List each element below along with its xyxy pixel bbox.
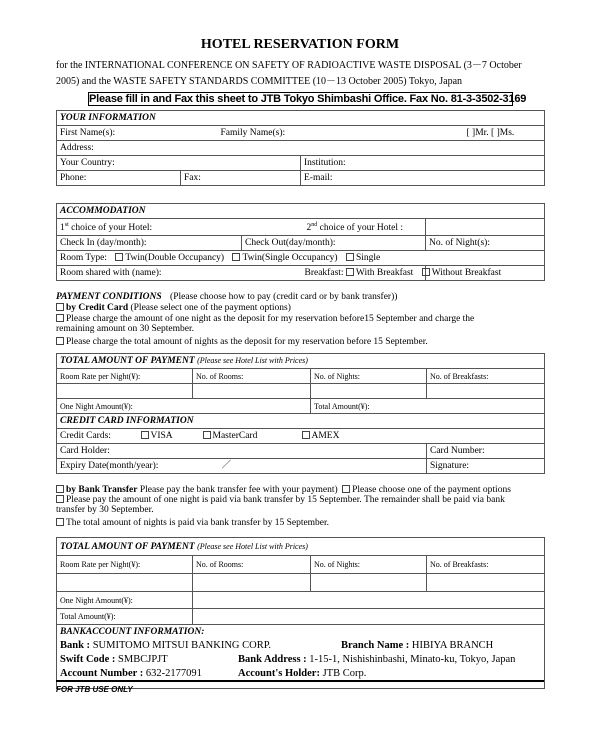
check-out-label: Check Out(day/month): [245,237,336,248]
no-breakfasts-value-1[interactable] [427,384,545,399]
bank-transfer-option [56,485,511,495]
email-label: E-mail: [304,172,333,183]
bt-option-2-text: The total amount of nights is paid via bank transfer by 15 September. [66,518,330,528]
room-shared-label: Room shared with (name): [60,267,162,278]
account-number-value: 632-2177091 [145,668,202,679]
choice1-number: 1 [60,223,65,234]
family-name-label[interactable]: Family Name(s): [220,127,286,138]
address-field[interactable] [57,141,545,156]
your-information-header: YOUR INFORMATION [57,111,545,126]
payment-conditions-title: PAYMENT CONDITIONS [56,292,162,302]
choice2-suffix: nd [311,222,318,228]
signature-label: Signature: [430,460,470,471]
amex-checkbox[interactable] [302,431,310,439]
single-label: Single [355,252,381,263]
title-select[interactable]: [ ]Mr. [ ]Ms. [466,127,515,138]
nights-label: No. of Night(s): [429,237,490,248]
no-rooms-value-1[interactable] [193,384,311,399]
fax-notice: Please fill in and Fax this sheet to JTB Tokyo Shimbashi Office. Fax No. 81-3-3502-3169 [89,93,527,105]
bt-option-1 [56,495,505,505]
mastercard-checkbox[interactable] [203,431,211,439]
address-label: Address: [60,142,94,153]
room-rate-label-2: Room Rate per Night(¥): [60,560,141,569]
hotel-choice-2-field[interactable] [426,219,545,236]
check-out-field[interactable] [242,236,426,251]
bank-value: SUMITOMO MITSUI BANKING CORP. [92,640,272,651]
room-type-row [57,251,545,266]
amex-label: AMEX [311,430,340,441]
account-holder-value: JTB Corp. [322,668,367,679]
total-payment-note-1: (Please see Hotel List with Prices) [197,356,308,365]
no-rooms-label-2: No. of Rooms: [196,560,244,569]
one-night-amount-label-1: One Night Amount(¥): [60,401,133,411]
no-nights-field-2[interactable] [311,556,427,574]
total-amount-label-1: Total Amount(¥): [314,401,370,411]
with-breakfast-label: With Breakfast [355,267,414,278]
twin-double-label: Twin(Double Occupancy) [125,252,225,263]
cc-option-2-text: Please charge the total amount of nights as the deposit for my reservation before 15 September. [66,337,428,347]
accommodation-header: ACCOMMODATION [57,204,545,219]
room-rate-field-1[interactable] [57,369,193,384]
credit-cards-label: Credit Cards: [60,430,111,441]
nights-field[interactable] [426,236,545,251]
phone-field[interactable] [57,171,181,186]
bank-row-2 [60,653,541,667]
no-nights-field-1[interactable] [311,369,427,384]
cc-option-1-line-1: Please charge the amount of one night as the deposit for my reservation before15 September and charge the [66,314,475,324]
total-payment-table-2 [56,537,545,689]
swift-label: Swift Code : [60,654,116,665]
bt-option-1-checkbox[interactable] [56,495,64,503]
room-rate-value-2[interactable] [57,574,193,592]
visa-checkbox[interactable] [141,431,149,439]
institution-field[interactable] [301,156,545,171]
intro-line-1: for the INTERNATIONAL CONFERENCE ON SAFETY OF RADIOACTIVE WASTE DISPOSAL (3－7 October [56,60,522,71]
cc-option-2-checkbox[interactable] [56,337,64,345]
credit-card-option [56,303,291,313]
footer-rule [56,680,544,682]
phone-label: Phone: [60,172,87,183]
one-night-amount-field-2[interactable] [57,592,193,609]
credit-card-info-header: CREDIT CARD INFORMATION [57,414,545,429]
bt-option-1-line-3: transfer by 30 September. [56,505,154,515]
no-breakfasts-field-2[interactable] [427,556,545,574]
payment-conditions-heading [56,292,397,302]
expiry-label: Expiry Date(month/year): [60,460,159,471]
credit-card-label: by Credit Card [66,303,129,313]
no-breakfasts-value-2[interactable] [427,574,545,592]
bt-option-2 [56,518,329,528]
hotel-choice-1-field[interactable] [57,219,426,236]
bank-transfer-label: by Bank Transfer [66,485,138,495]
room-shared-field[interactable]: Room shared with (name): Breakfast: With Breakfast Without Breakfast [57,266,426,281]
branch-label: Branch Name : [341,640,410,651]
bt-option-2-checkbox[interactable] [56,518,64,526]
card-holder-label: Card Holder: [60,445,110,456]
fax-field[interactable] [181,171,301,186]
no-breakfasts-label-1: No. of Breakfasts: [430,371,489,381]
total-amount-field-1[interactable] [311,399,545,414]
account-number-label: Account Number : [60,668,144,679]
signature-field[interactable] [427,459,545,474]
with-breakfast-checkbox[interactable] [346,268,354,276]
name-row [57,126,545,141]
your-information-table [56,110,545,186]
single-checkbox[interactable] [346,253,354,261]
cc-option-1-line-2: remaining amount on 30 September. [56,324,194,334]
visa-label: VISA [150,430,173,441]
account-holder-label: Account's Holder: [238,668,320,679]
intro-line-2: 2005) and the WASTE SAFETY STANDARDS COMMITTEE (10－13 October 2005) Tokyo, Japan [56,76,463,87]
cc-option-1 [56,314,474,324]
branch-value: HIBIYA BRANCH [411,640,494,651]
no-rooms-label-1: No. of Rooms: [196,371,244,381]
choice2-number: 2 [306,223,312,234]
bt-choose-label: Please choose one of the payment options [352,485,511,495]
bank-account-cell [57,625,545,689]
credit-card-note: (Please select one of the payment options) [130,303,291,313]
bank-address-value: 1-15-1, Nishishinbashi, Minato-ku, Tokyo, Japan [309,654,516,665]
one-night-amount-value-2[interactable] [193,592,545,609]
cc-option-1-checkbox[interactable] [56,314,64,322]
bank-row-1 [60,639,541,653]
accommodation-table [56,203,545,281]
check-in-field[interactable] [57,236,242,251]
page-title: HOTEL RESERVATION FORM [200,37,400,52]
bank-row-3 [60,667,541,681]
total-payment-title-2: TOTAL AMOUNT OF PAYMENT [60,541,195,552]
total-payment-header-1 [57,354,545,369]
twin-single-checkbox[interactable] [232,253,240,261]
first-name-label[interactable]: First Name(s): [60,127,116,138]
total-payment-table-1 [56,353,545,474]
no-rooms-value-2[interactable] [193,574,311,592]
total-payment-title-1: TOTAL AMOUNT OF PAYMENT [60,356,195,366]
total-amount-value-2[interactable] [193,609,545,625]
bt-choose-checkbox[interactable] [342,485,350,493]
total-payment-note-2: (Please see Hotel List with Prices) [197,541,308,551]
institution-label: Institution: [304,157,346,168]
card-number-label: Card Number: [430,445,485,456]
bank-transfer-checkbox[interactable] [56,485,64,493]
email-field[interactable] [301,171,545,186]
card-holder-field[interactable] [57,444,427,459]
jtb-use-only: FOR JTB USE ONLY [56,685,133,694]
choice2-label: choice of your Hotel : [317,223,403,234]
payment-conditions-note: (Please choose how to pay (credit card or by bank transfer)) [170,292,398,302]
bt-option-1-line-2: Please pay the amount of one night is paid via bank transfer by 15 September. The remainder shall be paid via bank [66,495,505,505]
one-night-amount-field-1[interactable] [57,399,311,414]
no-nights-value-1[interactable] [311,384,427,399]
room-rate-label-1: Room Rate per Night(¥): [60,371,141,381]
no-rooms-field-2[interactable] [193,556,311,574]
twin-double-checkbox[interactable] [115,253,123,261]
room-rate-field-2[interactable] [57,556,193,574]
total-payment-header-2 [57,538,545,556]
country-label: Your Country: [60,157,115,168]
twin-single-label: Twin(Single Occupancy) [242,252,338,263]
choice1-suffix: st [64,222,69,228]
bank-account-header: BANKACCOUNT INFORMATION: [60,627,205,637]
credit-card-checkbox[interactable] [56,303,64,311]
one-night-amount-label-2: One Night Amount(¥): [60,595,133,605]
room-rate-value-1[interactable] [57,384,193,399]
bank-label: Bank : [60,640,91,651]
no-nights-value-2[interactable] [311,574,427,592]
without-breakfast-checkbox[interactable] [422,268,426,276]
no-breakfasts-label-2: No. of Breakfasts: [430,560,489,569]
no-rooms-field-1[interactable] [193,369,311,384]
choice1-label: choice of your Hotel: [68,223,153,234]
bank-address-label: Bank Address : [238,654,307,665]
cc-option-2 [56,337,428,347]
expiry-field[interactable] [57,459,427,474]
no-nights-label-1: No. of Nights: [314,371,360,381]
no-breakfasts-field-1[interactable] [427,369,545,384]
check-in-label: Check In (day/month): [60,237,147,248]
swift-value: SMBCJPJT [118,654,168,665]
total-amount-field-2[interactable] [57,609,193,625]
credit-card-type-row [57,429,545,444]
no-nights-label-2: No. of Nights: [314,560,360,569]
fax-label: Fax: [184,172,201,183]
breakfast-label: Breakfast: [304,267,344,278]
bank-transfer-fee-note: Please pay the bank transfer fee with your payment) [139,485,338,495]
country-field[interactable] [57,156,301,171]
mastercard-label: MasterCard [212,430,258,441]
room-type-label: Room Type: [60,252,107,263]
expiry-slash: ／ [221,460,232,471]
card-number-field[interactable] [427,444,545,459]
total-amount-label-2: Total Amount(¥): [60,612,116,621]
